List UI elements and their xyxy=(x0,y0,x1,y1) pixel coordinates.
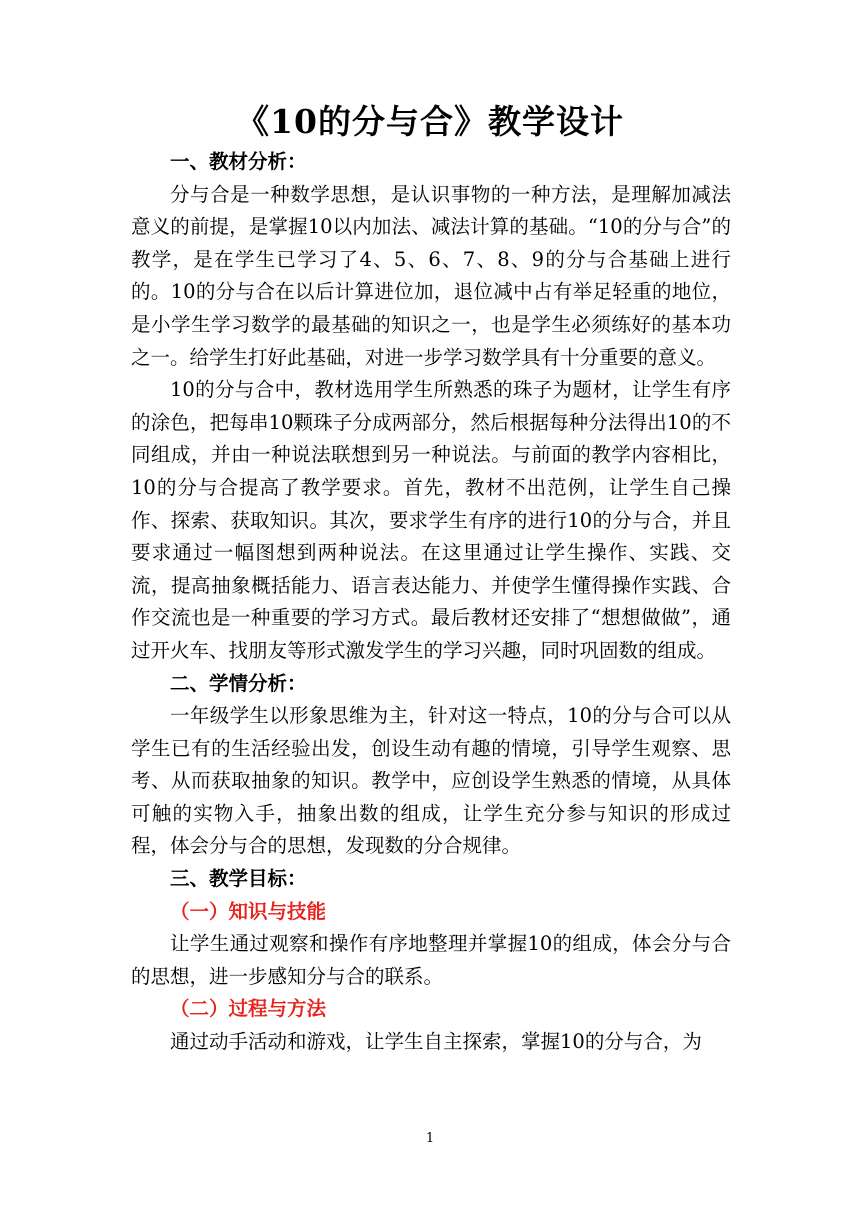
paragraph-knowledge-skills: 让学生通过观察和操作有序地整理并掌握10的组成，体会分与合的思想，进一步感知分与合的联系。 xyxy=(131,932,731,988)
section-heading-textbook-analysis: 一、教材分析： xyxy=(170,150,307,173)
paragraph-textbook-analysis-1: 分与合是一种数学思想，是认识事物的一种方法，是理解加减法意义的前提，是掌握10以内加法、减法计算的基础。“10的分与合”的教学，是在学生已学习了4、5、6、7、8、9的分与合基础上进行的。10的分与合在以后计算进位加，退位减中占有举足轻重的地位，是小学生学习数学的最基础的知识之一，也是学生必须练好的基本功之一。给学生打好此基础，对进一步学习数学具有十分重要的意义。 xyxy=(131,182,731,369)
section-heading-student-analysis: 二、学情分析： xyxy=(170,671,307,695)
page-title: 《10的分与合》教学设计 xyxy=(236,102,624,141)
subheading-knowledge-skills: （一）知识与技能 xyxy=(170,899,327,923)
page-number: 1 xyxy=(425,1131,435,1146)
document-body xyxy=(131,146,731,1059)
paragraph-student-analysis: 一年级学生以形象思维为主，针对这一特点，10的分与合可以从学生已有的生活经验出发，创设生动有趣的情境，引导学生观察、思考、从而获取抽象的知识。教学中，应创设学生熟悉的情境，从具体可触的实物入手，抽象出数的组成，让学生充分参与知识的形成过程，体会分与合的思想，发现数的分合规律。 xyxy=(131,704,731,858)
paragraph-textbook-analysis-2: 10的分与合中，教材选用学生所熟悉的珠子为题材，让学生有序的涂色，把每串10颗珠子分成两部分，然后根据每种分法得出10的不同组成，并由一种说法联想到另一种说法。与前面的教学内容相比，10的分与合提高了教学要求。首先，教材不出范例，让学生自己操作、探索、获取知识。其次，要求学生有序的进行10的分与合，并且要求通过一幅图想到两种说法。在这里通过让学生操作、实践、交流，提高抽象概括能力、语言表达能力、并使学生懂得操作实践、合作交流也是一种重要的学习方式。最后教材还安排了“想想做做”，通过开火车、找朋友等形式激发学生的学习兴趣，同时巩固数的组成。 xyxy=(131,378,731,662)
subheading-process-methods: （二）过程与方法 xyxy=(170,997,327,1021)
section-heading-teaching-goals: 三、教学目标： xyxy=(170,867,307,891)
paragraph-process-methods: 通过动手活动和游戏，让学生自主探索，掌握10的分与合，为 xyxy=(170,1030,702,1054)
